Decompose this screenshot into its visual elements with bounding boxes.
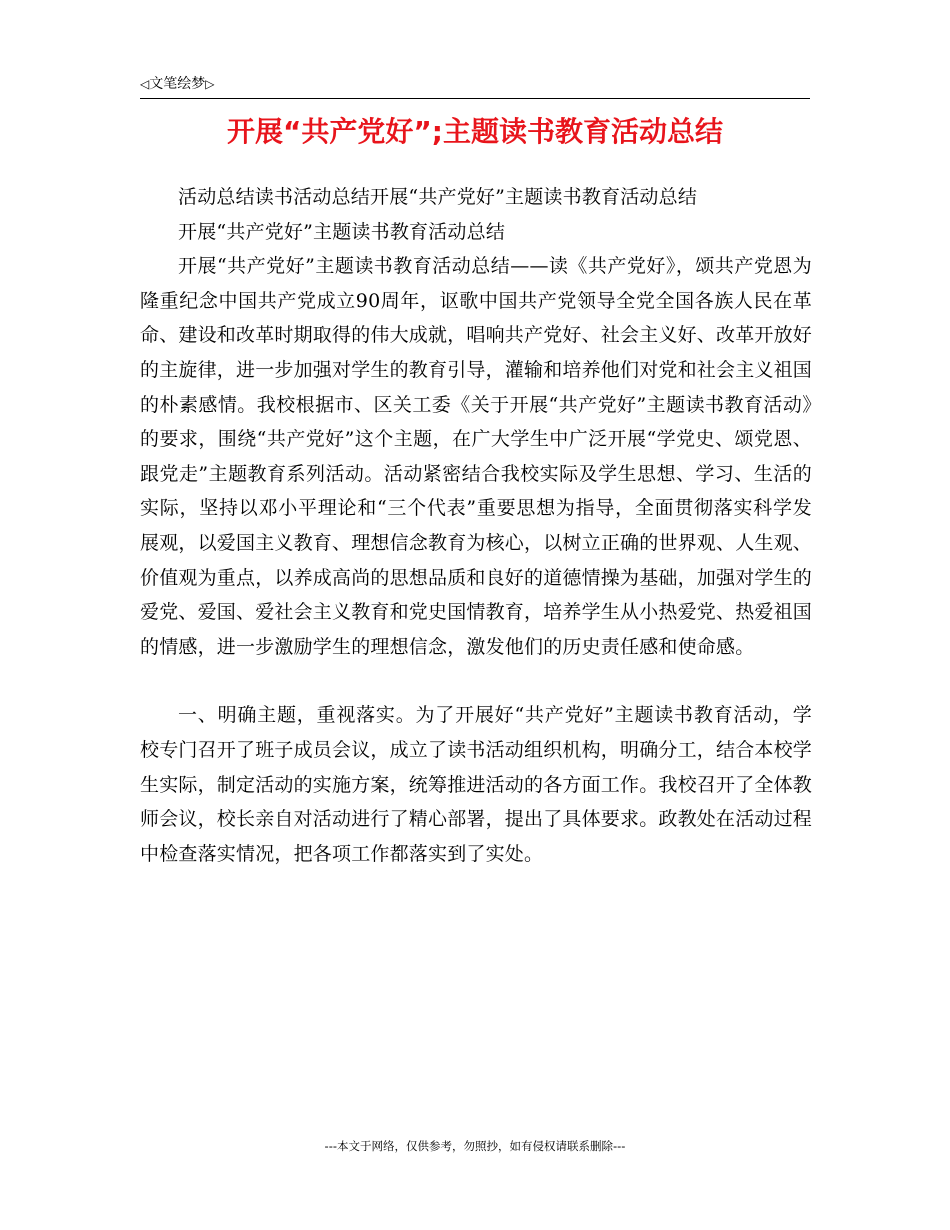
left-triangle-icon: ◁	[140, 77, 150, 91]
paragraph-subtitle: 开展“共产党好”主题读书教育活动总结	[178, 220, 506, 243]
paragraph-keywords: 活动总结读书活动总结开展“共产党好”主题读书教育活动总结	[178, 186, 698, 208]
brand-name: 文笔绘梦	[149, 76, 206, 92]
page-header	[140, 72, 810, 99]
brand-mark	[140, 74, 214, 94]
document-body	[140, 180, 812, 871]
document-title: 开展“共产党好”;主题读书教育活动总结	[226, 115, 723, 148]
page-footer-disclaimer: ---本文于网络，仅供参考，勿照抄，如有侵权请联系删除---	[324, 1139, 626, 1153]
paragraph-section-one: 一、明确主题，重视落实。为了开展好“共产党好”主题读书教育活动，学校专门召开了班子成员会议，成立了读书活动组织机构，明确分工，结合本校学生实际，制定活动的实施方案，统筹推进活动的各方面工作。我校召开了全体教师会议，校长亲自对活动进行了精心部署，提出了具体要求。政教处在活动过程中检查落实情况，把各项工作都落实到了实处。	[140, 704, 813, 865]
right-triangle-icon: ▷	[205, 77, 215, 91]
paragraph-intro: 开展“共产党好”主题读书教育活动总结——读《共产党好》，颂共产党恩为隆重纪念中国共产党成立90周年，讴歌中国共产党领导全党全国各族人民在革命、建设和改革时期取得的伟大成就，唱响共产党好、社会主义好、改革开放好的主旋律，进一步加强对学生的教育引导，灌输和培养他们对党和社会主义祖国的朴素感情。我校根据市、区关工委《关于开展“共产党好”主题读书教育活动》的要求，围绕“共产党好”这个主题，在广大学生中广泛开展“学党史、颂党恩、跟党走”主题教育系列活动。活动紧密结合我校实际及学生思想、学习、生活的实际，坚持以邓小平理论和“三个代表”重要思想为指导，全面贯彻落实科学发展观，以爱国主义教育、理想信念教育为核心，以树立正确的世界观、人生观、价值观为重点，以养成高尚的思想品质和良好的道德情操为基础，加强对学生的爱党、爱国、爱社会主义教育和党史国情教育，培养学生从小热爱党、热爱祖国的情感，进一步激励学生的理想信念，激发他们的历史责任感和使命感。	[140, 255, 813, 658]
